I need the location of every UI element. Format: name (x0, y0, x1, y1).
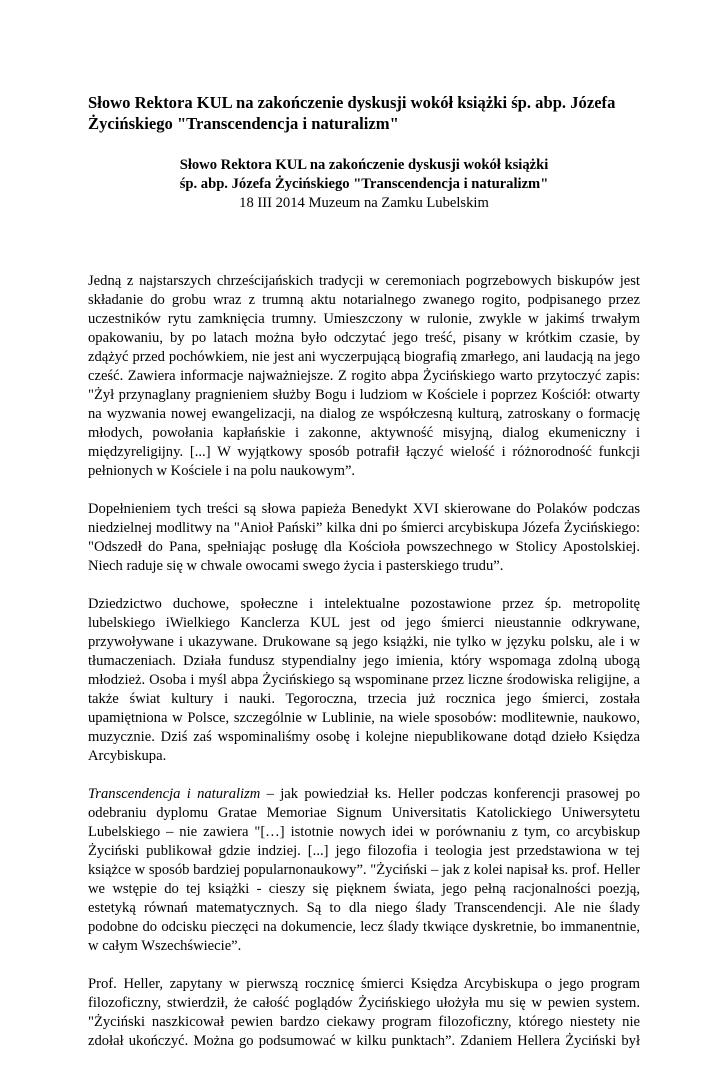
subheading (88, 156, 640, 213)
text-line: pełnionych w Kościele i na polu naukowym”. (88, 463, 356, 479)
subheading-line: Słowo Rektora KUL na zakończenie dyskusji wokół książki (179, 157, 549, 173)
event-date-place: 18 III 2014 Muzeum na Zamku Lubelskim (239, 195, 489, 211)
document-title (88, 92, 640, 134)
text-line: zdążyć przed pochówkiem, nie jest ani wyczerpującą biografią zmarłego, ani laudacją na jego (88, 349, 640, 365)
text-line: Prof. Heller, zapytany w pierwszą rocznicę śmierci Księdza Arcybiskupa o jego program (88, 976, 640, 992)
text-line: lubelskiego iWielkiego Kanclerza KUL jest od jego śmierci nieustannie odkrywane, (88, 615, 640, 631)
text-line: cześć. Zawiera informacje najważniejsze. Z rogito abpa Życińskiego warto przytoczyć zapis: (88, 368, 640, 384)
title-line: Życińskiego "Transcendencja i naturalizm" (88, 114, 399, 133)
text-line: "Odszedł do Pana, spełniając posługę dla Kościoła powszechnego w Stolicy Apostolskiej. (88, 539, 640, 555)
text-line: składanie do grobu wraz z trumną aktu notarialnego zwanego rogito, podpisanego przez (88, 292, 640, 308)
text-line: upamiętniona w Polsce, szczególnie w Lublinie, na wiele sposobów: modlitewnie, naukowo, (88, 710, 640, 726)
text-line: przywoływane i ukazywane. Drukowane są jego książki, nie tylko w języku polsku, ale i w (88, 634, 640, 650)
text-line: tłumaczeniach. Działa fundusz stypendialny jego imienia, który wspomaga zdolną ubogą (88, 653, 640, 669)
text-line: książce w sposób bardziej popularnonaukowy”. "Życiński – jak z kolei napisał ks. prof. Heller (88, 862, 640, 878)
paragraph-1 (88, 272, 640, 481)
text-line: estetyką równań matematycznych. Są to dla niego ślady Transcendencji. Ale nie ślady (88, 900, 640, 916)
subheading-line: śp. abp. Józefa Życińskiego "Transcendencja i naturalizm" (179, 176, 549, 192)
text-line: Lubelskiego – nie zawiera "[…] istotnie nowych idei w porównaniu z tym, co arcybiskup (88, 824, 640, 840)
text-line: także świat kultury i nauki. Tegoroczna, trzecia już rocznica jego śmierci, została (88, 691, 640, 707)
text-line: niedzielnej modlitwy na "Anioł Pański” kilka dni po śmierci arcybiskupa Józefa Życińskiego: (88, 520, 640, 536)
text-line: uczestników rytu zamknięcia trumny. Umieszczony w rulonie, zwykle w jakimś trwałym (88, 311, 640, 327)
text-line: na wyzwania nowej ewangelizacji, na dialog ze współczesną kulturą, zatroskany o formację (88, 406, 640, 422)
text-line: Dopełnieniem tych treści są słowa papieża Benedykt XVI skierowane do Polaków podczas (88, 501, 640, 517)
paragraph-5 (88, 975, 640, 1051)
document-page (88, 92, 640, 1070)
title-line: Słowo Rektora KUL na zakończenie dyskusji wokół książki śp. abp. Józefa (88, 93, 616, 112)
paragraph-4 (88, 785, 640, 956)
text-line: "Życiński naszkicował pewien bardzo ciekawy program filozoficzny, którego niestety nie (88, 1014, 640, 1030)
text-line: we wstępie do tej książki - cieszy się pięknem świata, jego pełną racjonalności poezją, (88, 881, 640, 897)
text-line: Niech raduje się w chwale owocami swego życia i pasterskiego trudu”. (88, 558, 504, 574)
text-line: podobne do odcisku pieczęci na dokumencie, lecz ślady tkwiące dyskretnie, bo immanentnie, (88, 919, 640, 935)
text-line: filozoficzny, stwierdził, że całość poglądów Życińskiego ułożyła mu się w pewien system. (88, 995, 640, 1011)
text-line: opakowaniu, by po latach można było odczytać jego treść, pisany w krótkim czasie, by (88, 330, 640, 346)
text-fragment: – jak powiedział ks. Heller podczas konferencji prasowej po (260, 786, 640, 802)
book-title: Transcendencja i naturalizm (88, 786, 261, 802)
text-line: Dziedzictwo duchowe, społeczne i intelektualne pozostawione przez śp. metropolitę (88, 596, 640, 612)
text-line: odebraniu dyplomu Gratae Memoriae Signum Universitatis Katolickiego Uniwersytetu (88, 805, 640, 821)
text-line (88, 785, 640, 804)
text-line: Jedną z najstarszych chrześcijańskich tradycji w ceremoniach pogrzebowych biskupów jest (88, 273, 640, 289)
text-line: "Żył przynaglany pragnieniem służby Bogu i ludziom w Kościele i poprzez Kościół: otwarty (88, 387, 640, 403)
text-line: międzyreligijny. [...] W wyjątkowy sposób potrafił łączyć wielość i różnorodność funkcji (88, 444, 640, 460)
text-line: Arcybiskupa. (88, 748, 167, 764)
text-line: w całym Wszechświecie”. (88, 938, 242, 954)
text-line: młodych, powołania kapłańskie i zakonne, aktywność misyjną, dialog ekumeniczny i (88, 425, 640, 441)
text-line: młodzież. Osoba i myśl abpa Życińskiego są wspominane przez liczne środowiska religijne, a (88, 672, 640, 688)
text-line: Życiński publikował gdzie indziej. [...] jego filozofia i teologia jest przedstawiona w tej (88, 843, 640, 859)
paragraph-3 (88, 595, 640, 766)
text-line: muzycznie. Dziś zaś wspominaliśmy osobę i kolejne niepublikowane dotąd dzieło Księdza (88, 729, 640, 745)
text-line: zdołał ukończyć. Można go podsumować w kilku punktach”. Zdaniem Hellera Życiński był (88, 1033, 640, 1049)
paragraph-2 (88, 500, 640, 576)
